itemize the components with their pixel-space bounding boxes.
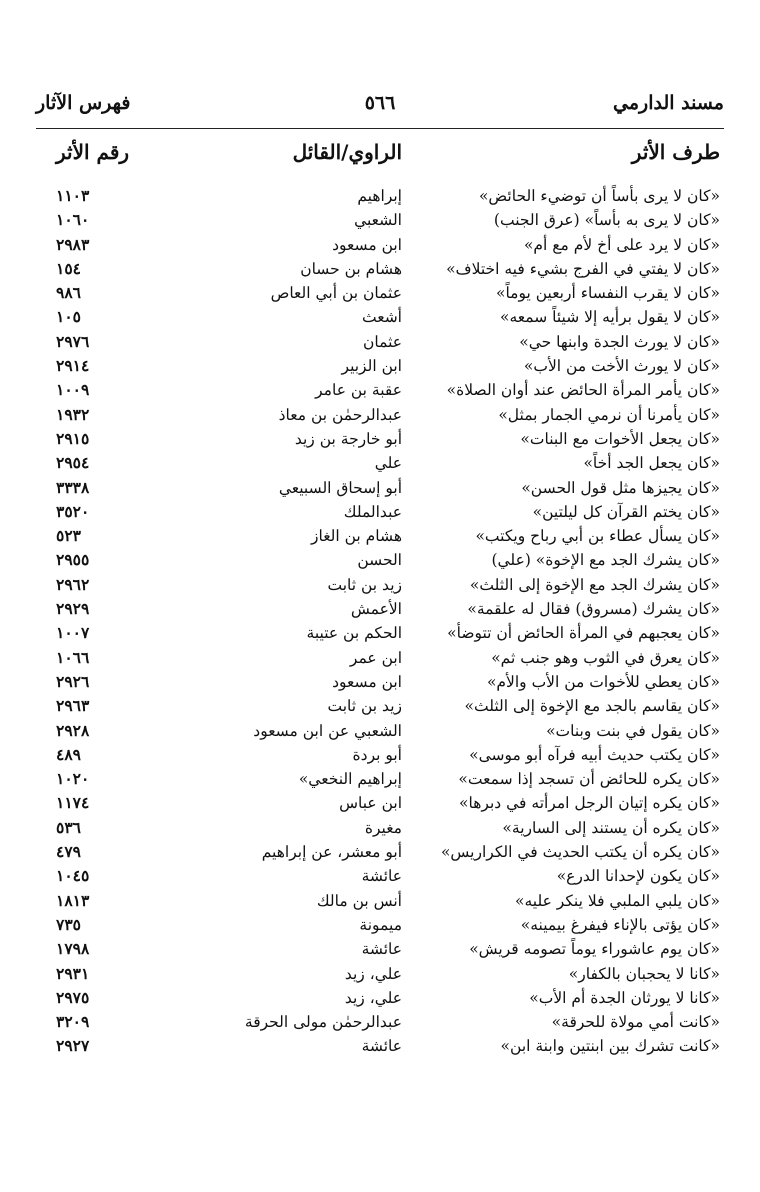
table-row: [36, 646, 724, 670]
narrator-name: عائشة: [361, 1037, 402, 1056]
table-row: [36, 791, 724, 815]
athar-text: «كان لا يقرب النفساء أربعين يوماً»: [495, 284, 720, 303]
athar-number: ١٨١٣: [56, 890, 90, 910]
athar-number: ٣٥٢٠: [56, 501, 90, 521]
narrator-name: ابن عمر: [349, 648, 402, 667]
athar-number: ٢٩٢٩: [56, 599, 90, 619]
narrator-name: أنس بن مالك: [316, 891, 402, 910]
table-row: [36, 743, 724, 767]
table-row: [36, 500, 724, 524]
table-row: [36, 937, 724, 961]
athar-text: «كان لا يورث الجدة وابنها حي»: [519, 332, 720, 351]
table-row: [36, 840, 724, 864]
athar-number: ٢٩٧٦: [56, 331, 90, 351]
athar-number: ١٧٩٨: [56, 939, 90, 959]
narrator-name: إبراهيم النخعي»: [298, 770, 402, 789]
athar-text: «كان يعرق في الثوب وهو جنب ثم»: [491, 648, 720, 667]
athar-number: ٤٧٩: [56, 842, 81, 862]
athar-number: ٧٣٥: [56, 914, 81, 934]
athar-text: «كان يكره للحائض أن تسجد إذا سمعت»: [458, 770, 720, 789]
athar-number: ١٠٠٧: [56, 623, 90, 643]
narrator-name: عبدالرحمٰن مولى الحرقة: [244, 1013, 402, 1032]
athar-number: ٢٩٧٥: [56, 987, 90, 1007]
athar-text: «كان يجعل الأخوات مع البنات»: [520, 429, 720, 448]
table-row: [36, 403, 724, 427]
narrator-name: أبو خارجة بن زيد: [294, 429, 402, 448]
narrator-name: عائشة: [361, 867, 402, 886]
table-row: [36, 621, 724, 645]
athar-text: «كان يسأل عطاء بن أبي رباح ويكتب»: [475, 527, 720, 546]
athar-text: «كان يأمر المرأة الحائض عند أوان الصلاة»: [446, 381, 720, 400]
athar-number: ٢٩١٤: [56, 356, 90, 376]
table-row: [36, 864, 724, 888]
narrator-name: الشعبي: [354, 211, 402, 230]
athar-text: «كانا لا يحجبان بالكفار»: [568, 964, 720, 983]
table-row: [36, 889, 724, 913]
narrator-name: ابن عباس: [339, 794, 402, 813]
narrator-name: ميمونة: [359, 915, 402, 934]
table-row: [36, 767, 724, 791]
column-headers: [36, 140, 724, 174]
athar-number: ١٠٦٦: [56, 647, 90, 667]
narrator-name: إبراهيم: [357, 187, 402, 205]
narrator-name: علي، زيد: [344, 988, 402, 1007]
narrator-name: علي، زيد: [344, 964, 402, 983]
narrator-name: أبو معشر، عن إبراهيم: [261, 843, 402, 862]
table-row: [36, 378, 724, 402]
narrator-name: عائشة: [361, 940, 402, 959]
table-row: [36, 670, 724, 694]
athar-text: «كان لا يرى به بأساً» (عرق الجنب): [493, 211, 720, 230]
athar-text: «كان يجيزها مثل قول الحسن»: [521, 478, 720, 497]
table-row: [36, 597, 724, 621]
table-row: [36, 962, 724, 986]
section-title: فهرس الآثار: [36, 92, 131, 114]
table-row: [36, 694, 724, 718]
athar-text: «كان يشرك (مسروق) فقال له علقمة»: [467, 600, 720, 619]
athar-number: ١٠٦٠: [56, 210, 90, 230]
athar-number: ٤٨٩: [56, 744, 81, 764]
athar-text: «كان يقول في بنت وبنات»: [546, 721, 720, 740]
athar-text: «كان يأمرنا أن نرمي الجمار بمثل»: [498, 405, 720, 424]
table-row: [36, 184, 724, 208]
athar-number: ١٥٤: [56, 258, 81, 278]
narrator-name: عثمان بن أبي العاص: [270, 284, 402, 303]
athar-number: ٣٣٣٨: [56, 477, 90, 497]
athar-text: «كان يختم القرآن كل ليلتين»: [532, 502, 720, 521]
table-row: [36, 913, 724, 937]
page-number: ٥٦٦: [364, 92, 396, 114]
athar-text: «كان لا يورث الأخت من الأب»: [523, 357, 720, 376]
table-row: [36, 427, 724, 451]
athar-text: «كانت تشرك بين ابنتين وابنة ابن»: [500, 1037, 720, 1056]
athar-number: ٢٩٢٨: [56, 720, 90, 740]
athar-text: «كان يكون لإحدانا الدرع»: [556, 867, 720, 886]
column-header-number: رقم الأثر: [56, 140, 130, 164]
running-head: [36, 92, 724, 122]
narrator-name: ابن مسعود: [332, 235, 402, 254]
athar-text: «كان يؤتى بالإناء فيفرغ بيمينه»: [520, 915, 720, 934]
athar-number: ٥٣٦: [56, 817, 81, 837]
athar-text: «كان لا يرى بأساً أن توضيء الحائض»: [478, 187, 720, 205]
athar-text: «كان يوم عاشوراء يوماً تصومه قريش»: [469, 940, 720, 959]
table-row: [36, 719, 724, 743]
athar-number: ٢٩٦٣: [56, 696, 90, 716]
athar-text: «كان لا يرد على أخ لأم مع أم»: [523, 235, 720, 254]
table-row: [36, 281, 724, 305]
athar-number: ٢٩٦٢: [56, 574, 90, 594]
table-row: [36, 1010, 724, 1034]
athar-text: «كان يكتب حديث أبيه فرآه أبو موسى»: [469, 745, 720, 764]
narrator-name: الشعبي عن ابن مسعود: [253, 721, 402, 740]
athar-number: ٣٢٠٩: [56, 1012, 90, 1032]
narrator-name: علي: [374, 454, 402, 473]
narrator-name: الحسن: [357, 551, 402, 570]
narrator-name: أبو إسحاق السبيعي: [278, 478, 402, 497]
table-row: [36, 816, 724, 840]
column-header-text: طرف الأثر: [631, 140, 720, 164]
header-rule: [36, 128, 724, 129]
table-row: [36, 208, 724, 232]
athar-number: ٢٩٢٦: [56, 671, 90, 691]
athar-number: ١٠٢٠: [56, 769, 90, 789]
narrator-name: عبدالملك: [343, 502, 402, 521]
table-row: [36, 1034, 724, 1058]
table-row: [36, 451, 724, 475]
narrator-name: مغيرة: [364, 818, 402, 837]
athar-number: ٢٩٥٤: [56, 453, 90, 473]
athar-text: «كان يشرك الجد مع الإخوة» (علي): [491, 551, 720, 570]
narrator-name: عثمان: [363, 332, 402, 351]
narrator-name: ابن الزبير: [341, 357, 402, 376]
athar-number: ٢٩٣١: [56, 963, 90, 983]
index-table: [36, 184, 724, 1059]
athar-text: «كانت أمي مولاة للحرقة»: [551, 1013, 720, 1032]
narrator-name: عقبة بن عامر: [315, 381, 402, 400]
athar-number: ١١٠٣: [56, 186, 90, 205]
athar-text: «كان يكره أن يستند إلى السارية»: [502, 818, 720, 837]
narrator-name: الأعمش: [350, 600, 402, 619]
athar-text: «كان يعطي للأخوات من الأب والأم»: [486, 672, 720, 691]
table-row: [36, 524, 724, 548]
athar-text: «كان يكره أن يكتب الحديث في الكراريس»: [440, 843, 720, 862]
book-title: مسند الدارمي: [613, 92, 724, 114]
table-row: [36, 986, 724, 1010]
athar-number: ١٩٣٢: [56, 404, 90, 424]
column-header-narrator: الراوي/القائل: [292, 140, 402, 164]
table-row: [36, 476, 724, 500]
athar-text: «كان يجعل الجد أخاً»: [583, 454, 720, 473]
athar-number: ٢٩١٥: [56, 428, 90, 448]
athar-text: «كان لا يقول برأيه إلا شيئاً سمعه»: [499, 308, 720, 327]
narrator-name: هشام بن الغاز: [310, 527, 402, 546]
athar-text: «كان يكره إتيان الرجل امرأته في دبرها»: [459, 794, 720, 813]
athar-text: «كان لا يفتي في الفرج بشيء فيه اختلاف»: [446, 259, 720, 278]
athar-text: «كانا لا يورثان الجدة أم الأب»: [529, 988, 720, 1007]
narrator-name: أبو بردة: [352, 745, 402, 764]
athar-text: «كان يشرك الجد مع الإخوة إلى الثلث»: [469, 575, 720, 594]
table-row: [36, 305, 724, 329]
athar-number: ٥٢٣: [56, 526, 81, 546]
narrator-name: زيد بن ثابت: [327, 575, 402, 594]
table-row: [36, 257, 724, 281]
table-row: [36, 233, 724, 257]
table-row: [36, 354, 724, 378]
athar-number: ٢٩٢٧: [56, 1036, 90, 1056]
table-row: [36, 573, 724, 597]
narrator-name: الحكم بن عتيبة: [306, 624, 402, 643]
athar-number: ١٠٥: [56, 307, 81, 327]
athar-number: ١٠٤٥: [56, 866, 90, 886]
athar-number: ٩٨٦: [56, 283, 81, 303]
narrator-name: ابن مسعود: [332, 672, 402, 691]
table-row: [36, 548, 724, 572]
narrator-name: عبدالرحمٰن بن معاذ: [278, 405, 402, 424]
athar-text: «كان يلبي الملبي فلا ينكر عليه»: [515, 891, 720, 910]
narrator-name: هشام بن حسان: [300, 259, 402, 278]
athar-number: ٢٩٥٥: [56, 550, 90, 570]
narrator-name: أشعث: [362, 308, 402, 327]
athar-text: «كان يعجبهم في المرأة الحائض أن تتوضأ»: [447, 624, 720, 643]
athar-number: ١١٧٤: [56, 793, 90, 813]
athar-text: «كان يقاسم بالجد مع الإخوة إلى الثلث»: [464, 697, 720, 716]
table-row: [36, 330, 724, 354]
narrator-name: زيد بن ثابت: [327, 697, 402, 716]
athar-number: ٢٩٨٣: [56, 234, 90, 254]
athar-number: ١٠٠٩: [56, 380, 90, 400]
